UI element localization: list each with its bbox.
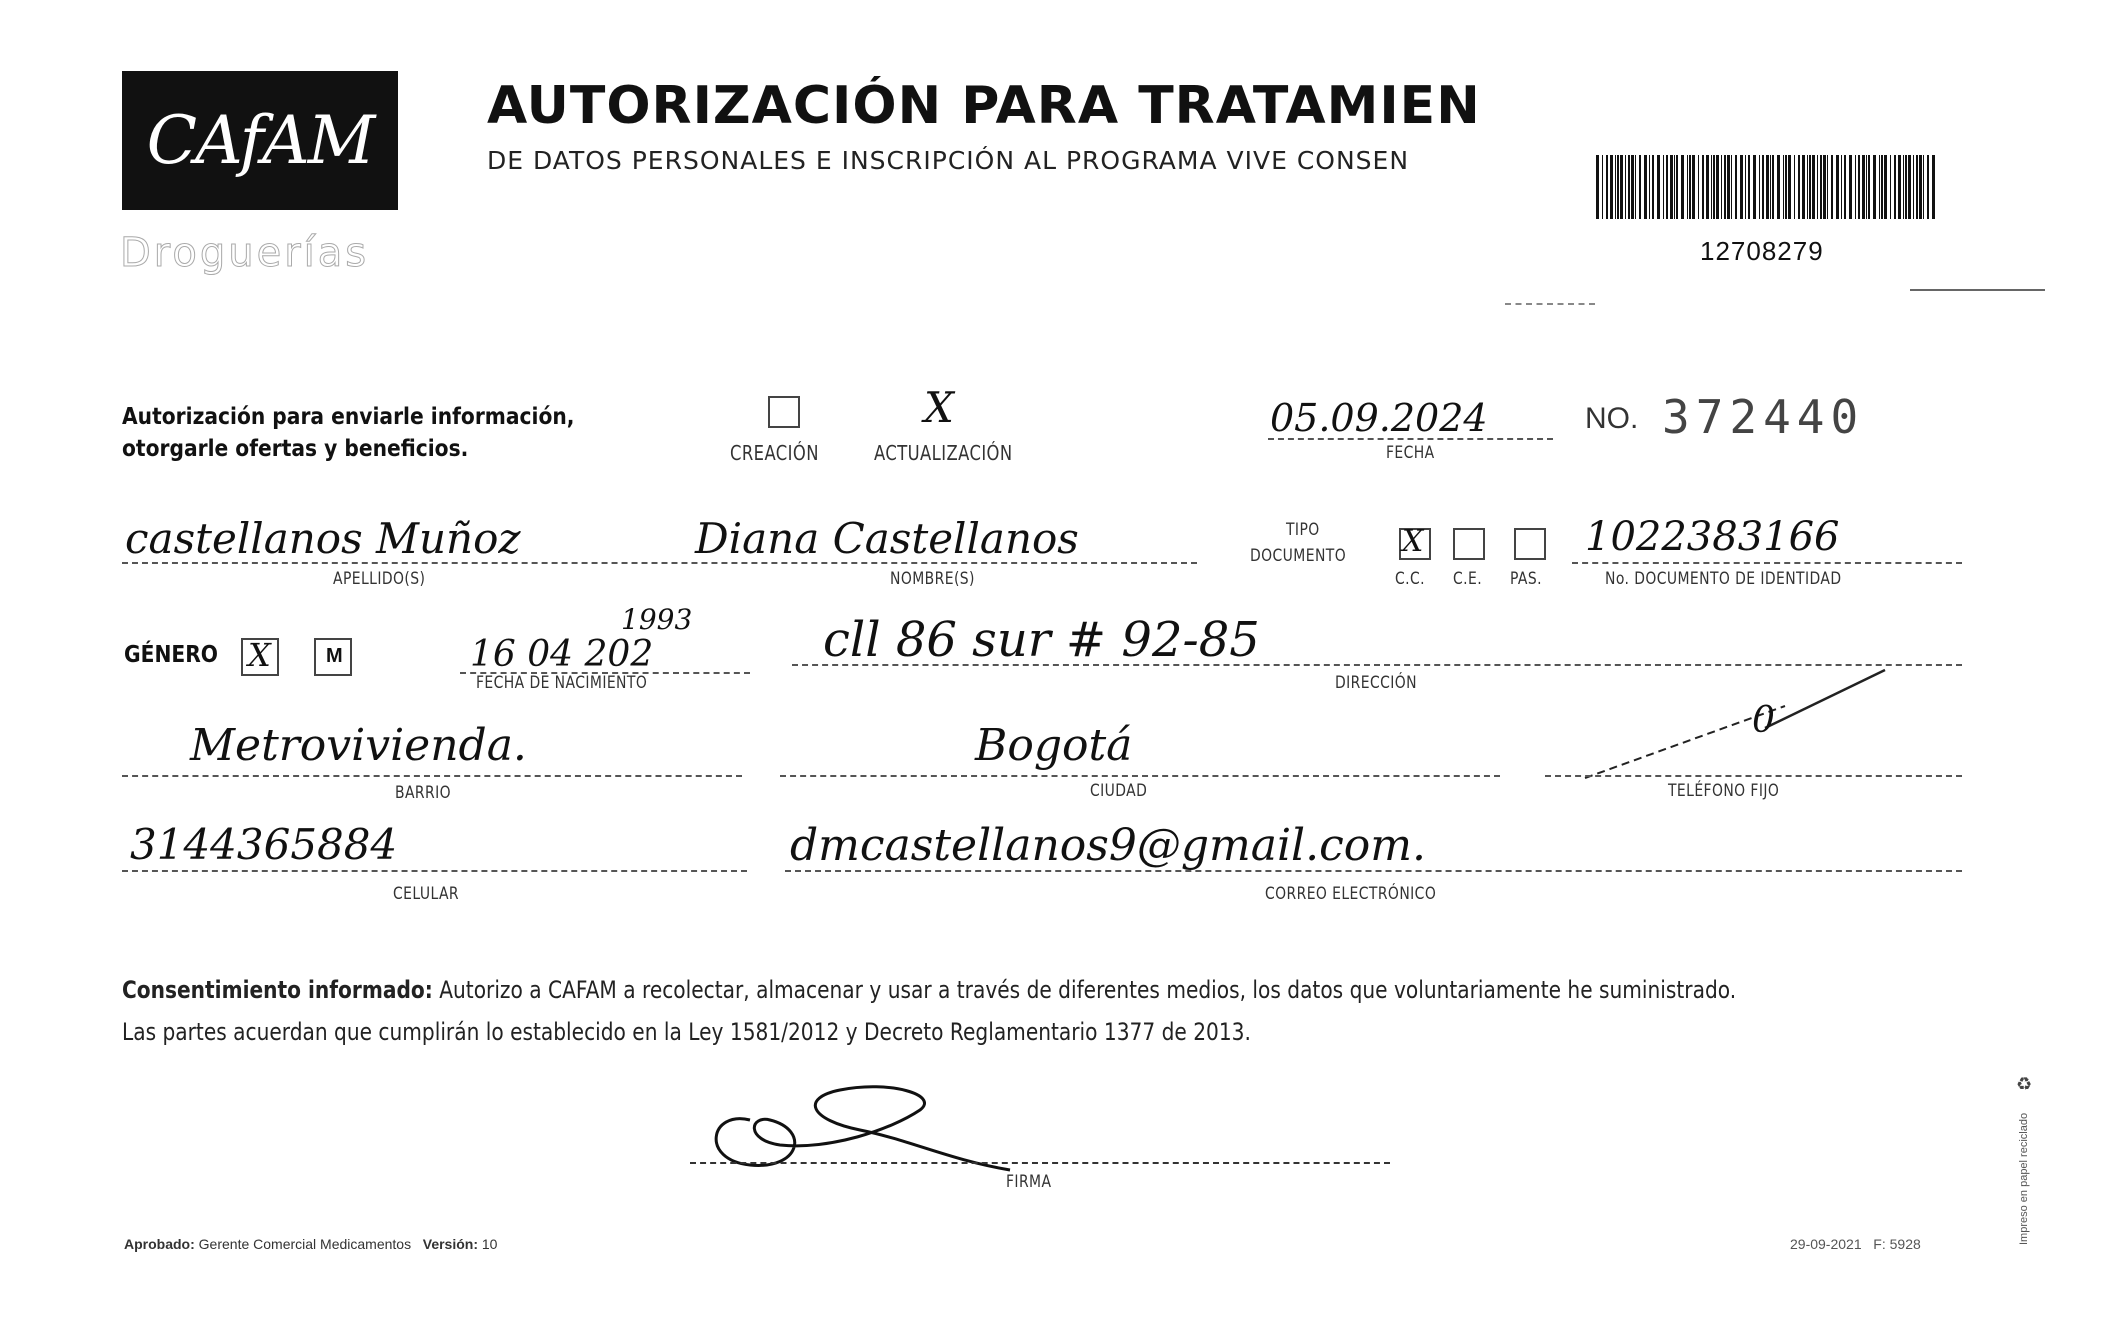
barcode-bar [1812,155,1815,219]
ciudad-value: Bogotá [975,720,1133,771]
barcode-bar [1724,155,1726,219]
form-title: AUTORIZACIÓN PARA TRATAMIEN [487,76,1481,136]
nacimiento-year-correction: 1993 [621,603,693,636]
documento-value: 1022383166 [1585,514,1840,560]
barcode-bar [1881,155,1883,219]
version-label: Versión: [422,1236,478,1252]
consent-line-2: Las partes acuerdan que cumplirán lo establecido en la Ley 1581/2012 y Decreto Reglamentario 1377 de 2013. [122,1018,1251,1046]
barcode-bar [1817,155,1818,219]
barcode-bar [1706,155,1709,219]
fecha-line [1268,438,1553,440]
version-value: 10 [481,1236,498,1252]
barcode-bar [1698,155,1699,219]
telefono-line [1545,775,1962,777]
barcode-bar [1615,155,1616,219]
direccion-value: cll 86 sur # 92-85 [823,612,1260,668]
barcode-bar [1745,155,1746,219]
barcode-bar [1905,155,1907,219]
droguerias-logo-text: Droguerías [120,230,370,276]
barcode-bar [1770,155,1771,219]
barcode-bar [1731,155,1732,219]
barcode-bar [1894,155,1896,219]
barcode-bar [1713,155,1715,219]
barcode-bar [1862,155,1865,219]
barrio-label: BARRIO [395,783,452,803]
nombres-value: Diana Castellanos [695,514,1079,563]
barcode-bar [1635,155,1636,219]
barcode-bar [1884,155,1887,219]
fecha-value: 05.09.2024 [1270,396,1488,440]
ciudad-label: CIUDAD [1090,781,1148,801]
telefono-strike-mark [1565,668,1905,788]
barcode-bar [1617,155,1619,219]
barcode-bar [1631,155,1634,219]
documento-line [1572,562,1962,564]
barcode-bar [1602,155,1603,219]
barcode-bar [1652,155,1654,219]
barcode-bar [1879,155,1880,219]
barcode-bar [1649,155,1650,219]
barcode-bar [1657,155,1660,219]
aprobado-value: Gerente Comercial Medicamentos [198,1236,412,1252]
barcode-bar [1831,155,1833,219]
recycle-icon: ♻ [2016,1074,2033,1094]
ciudad-line [780,775,1500,777]
barcode-bar [1855,155,1856,219]
firma-line [690,1162,1390,1164]
tipo-documento-label-2: DOCUMENTO [1250,546,1347,566]
barcode-bar [1766,155,1769,219]
barcode-bar [1753,155,1756,219]
barcode-bar [1759,155,1760,219]
authorization-heading-1: Autorización para enviarle información, [122,404,575,430]
barcode-bar [1923,155,1924,219]
barcode-bar [1689,155,1691,219]
creacion-label: CREACIÓN [730,441,819,465]
barcode-bar [1913,155,1914,219]
logo-text: CAfAM [146,102,374,179]
barcode-bar [1735,155,1737,219]
barcode-bar [1596,155,1599,219]
celular-line [122,870,747,872]
barcode-bar [1827,155,1828,219]
barcode-bar [1868,155,1870,219]
actualizacion-label: ACTUALIZACIÓN [874,441,1013,465]
barcode-bar [1692,155,1695,219]
barcode-bar [1841,155,1842,219]
apellidos-value: castellanos Muñoz [125,514,521,563]
barcode-bar [1908,155,1911,219]
barrio-value: Metrovivienda. [190,720,527,771]
signature-drawing [690,1070,1050,1190]
barcode-bar [1823,155,1826,219]
nacimiento-label: FECHA DE NACIMIENTO [476,673,648,693]
barcode-bar [1873,155,1876,219]
nacimiento-value: 16 04 202 [470,634,654,675]
barcode-bar [1866,155,1867,219]
correo-line [785,870,1962,872]
correo-value: dmcastellanos9@gmail.com. [790,820,1426,871]
barcode-bar [1903,155,1904,219]
nombres-label: NOMBRE(S) [890,569,975,589]
cc-label: C.C. [1395,569,1425,589]
barcode-bar [1702,155,1704,219]
barcode-bar [1681,155,1684,219]
barcode-bar [1628,155,1630,219]
barcode-number: 12708279 [1700,236,1824,266]
direccion-label: DIRECCIÓN [1335,673,1418,693]
barcode-bar [1711,155,1712,219]
no-value: 372440 [1662,390,1865,444]
cafam-logo [122,71,398,210]
barcode-bar [1639,155,1641,219]
actualizacion-checkmark: X [924,383,954,432]
ce-checkbox[interactable] [1453,528,1485,560]
barcode-bar [1620,155,1623,219]
footer-codes [1790,1236,1921,1252]
fecha-label: FECHA [1386,443,1435,463]
barcode-bar [1798,155,1800,219]
direccion-line [792,664,1962,666]
footer-approval [124,1236,497,1252]
barcode-bar [1740,155,1743,219]
creacion-checkbox[interactable] [768,396,800,428]
barcode-bar [1785,155,1787,219]
barcode-bar [1890,155,1891,219]
barcode-bar [1898,155,1901,219]
barcode-bar [1802,155,1805,219]
barrio-line [122,775,742,777]
barcode-bar [1820,155,1822,219]
barcode-bar [1809,155,1811,219]
no-label: NO. [1585,402,1639,435]
barcode-bar [1610,155,1613,219]
documento-label: No. DOCUMENTO DE IDENTIDAD [1605,569,1842,589]
header-rule-short [1505,303,1595,305]
barcode-bar [1727,155,1730,219]
barcode-bar [1916,155,1918,219]
barcode-bar [1625,155,1626,219]
pas-label: PAS. [1510,569,1542,589]
barcode-bar [1762,155,1764,219]
barcode-bar [1858,155,1860,219]
ce-label: C.E. [1453,569,1483,589]
barcode-bar [1772,155,1774,219]
barcode-bar [1919,155,1922,219]
barcode-bar [1788,155,1791,219]
barcode-bar [1849,155,1852,219]
barcode-bar [1748,155,1750,219]
recycled-paper-note: Impreso en papel reciclado [2018,1112,2030,1245]
aprobado-label: Aprobado: [124,1236,195,1252]
barcode-bar [1844,155,1846,219]
barcode-bar [1663,155,1664,219]
authorization-heading-2: otorgarle ofertas y beneficios. [122,436,469,462]
barcode-bar [1932,155,1935,219]
barcode-bar [1676,155,1678,219]
barcode-bar [1670,155,1673,219]
header-rule [1910,289,2045,291]
cc-checkmark: X [1402,524,1424,559]
barcode-bar [1783,155,1784,219]
consent-line-1 [122,976,1736,1004]
form-subtitle: DE DATOS PERSONALES E INSCRIPCIÓN AL PROGRAMA VIVE CONSEN [487,146,1410,175]
telefono-value: 0 [1752,700,1775,741]
barcode-bar [1606,155,1608,219]
form-code: F: 5928 [1873,1236,1921,1252]
genero-label: GÉNERO [124,642,219,668]
genero-f-checkmark: X [248,636,271,674]
barcode-bar [1666,155,1668,219]
barcode-bar [1777,155,1780,219]
barcode-bar [1644,155,1647,219]
barcode-bar [1687,155,1688,219]
barcode-bar [1716,155,1719,219]
pas-checkbox[interactable] [1514,528,1546,560]
consent-lead: Consentimiento informado: [122,976,433,1004]
tipo-documento-label-1: TIPO [1286,520,1320,540]
barcode-bar [1836,155,1839,219]
barcode-bar [1927,155,1929,219]
firma-label: FIRMA [1006,1172,1052,1192]
barcode-bar [1721,155,1722,219]
genero-m-label: M [326,645,343,667]
celular-label: CELULAR [393,884,459,904]
barcode-bar [1674,155,1675,219]
correo-label: CORREO ELECTRÓNICO [1265,884,1437,904]
celular-value: 3144365884 [130,820,398,869]
date-code: 29-09-2021 [1790,1236,1862,1252]
apellidos-label: APELLIDO(S) [333,569,426,589]
barcode [1596,155,1938,219]
telefono-label: TELÉFONO FIJO [1668,781,1780,801]
consent-text-1: Autorizo a CAFAM a recolectar, almacenar y usar a través de diferentes medios, los datos que voluntariamente he suministrado. [439,976,1737,1004]
barcode-bar [1807,155,1808,219]
barcode-bar [1794,155,1795,219]
